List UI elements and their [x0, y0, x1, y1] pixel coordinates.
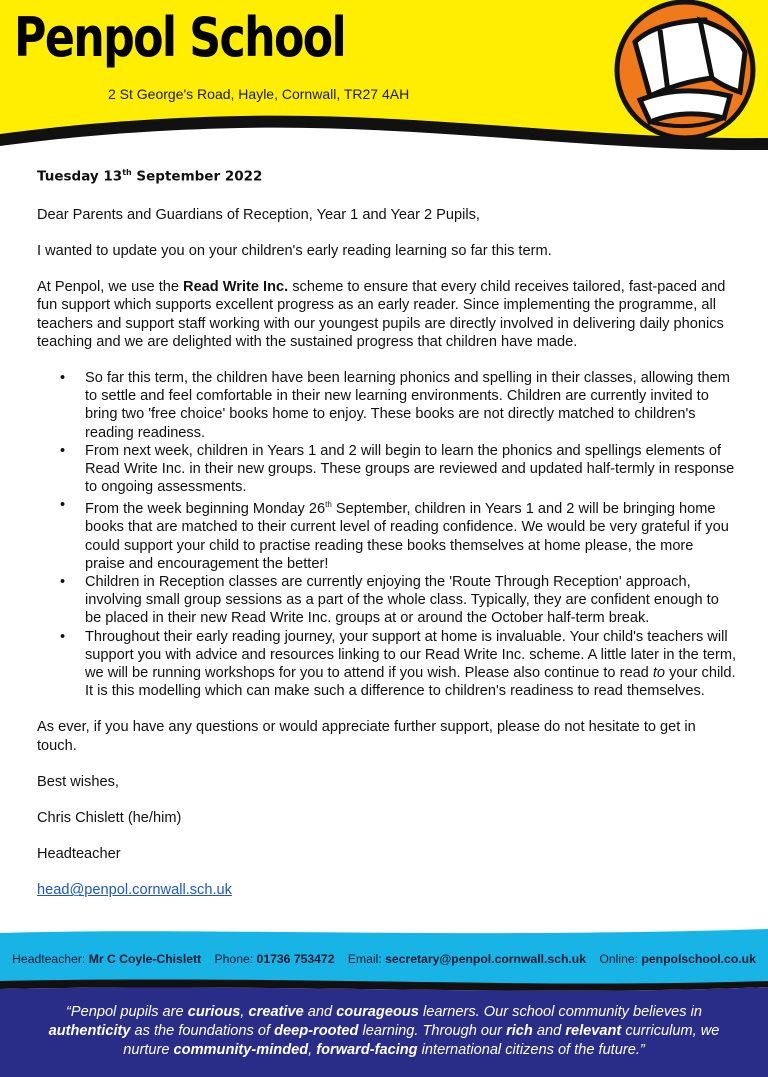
update-bullet-list: [37, 369, 737, 701]
school-address: 2 St George's Road, Hayle, Cornwall, TR27 4AH: [108, 86, 410, 102]
headteacher-name: Mr C Coyle-Chislett: [88, 952, 202, 966]
school-email: secretary@penpol.cornwall.sch.uk: [385, 952, 587, 966]
list-item: • So far this term, the children have been learning phonics and spelling in their classes, allowing them to settle and feel comfortable in their new learning environments. Children are currently invited to bring two 'free choice' books home to enjoy. These books are not directly matched to children's reading readiness.: [60, 369, 730, 441]
signature-block: [37, 809, 737, 900]
school-logo-emblem: [617, 2, 753, 138]
list-item: • Throughout their early reading journey, your support at home is invaluable. Your child's teachers will support you with advice and resources linking to our Read Write Inc. scheme. A little later in the term, we will be running workshops for you to attend if you wish. Please also continue to read to your child. It is this modelling which can make such a difference to children's readiness to read themselves.: [60, 628, 737, 700]
sign-off: Best wishes,: [37, 773, 119, 790]
letterhead-footer: [0, 925, 768, 1077]
school-ethos-quote: “Penpol pupils are curious, creative and courageous learners. Our school community believes in authenticity as the foundations of deep-rooted learning. Through our rich and relevant curriculum, we nurture community-minded, forward-facing international citizens of the future.”: [48, 1004, 720, 1058]
contact-bar: Headteacher: Mr C Coyle-Chislett Phone: 01736 753472 Email: secretary@penpol.cornwall.sch.uk Online: penpolschool.co.uk: [12, 952, 756, 966]
letter-body: [37, 164, 737, 918]
bullet-icon: •: [60, 497, 66, 514]
signer-title: Headteacher: [37, 846, 121, 863]
bullet-icon: •: [60, 628, 66, 645]
school-name-logo: Penpol School: [14, 6, 346, 69]
letterhead-header: [0, 0, 768, 150]
list-item: • From the week beginning Monday 26th September, children in Years 1 and 2 will be bringing home books that are matched to their current level of reading confidence. We would be very grateful if you could support your child to practise reading these books themselves at home please, the more praise and encouragement the better!: [60, 497, 729, 572]
scheme-paragraph: At Penpol, we use the Read Write Inc. scheme to ensure that every child receives tailored, fast-paced and fun support which supports excellent progress as an early reader. Since implementing the programme, all teachers and support staff working with our youngest pupils are directly involved in delivering daily phonics teaching and we are delighted with the sustained progress that children have made.: [37, 279, 726, 350]
closing-paragraph: As ever, if you have any questions or would appreciate further support, please do not hesitate to get in touch.: [37, 719, 696, 754]
bullet-icon: •: [60, 442, 66, 459]
list-item: • From next week, children in Years 1 and 2 will begin to learn the phonics and spellings elements of Read Write Inc. in their new groups. These groups are reviewed and updated half-termly in response to ongoing assessments.: [60, 442, 735, 496]
school-website: penpolschool.co.uk: [641, 952, 756, 966]
letter-date: Tuesday 13th September 2022: [37, 168, 263, 185]
signer-name: Chris Chislett (he/him): [37, 810, 182, 827]
greeting: Dear Parents and Guardians of Reception, Year 1 and Year 2 Pupils,: [37, 206, 480, 223]
bullet-icon: •: [60, 369, 66, 386]
bullet-icon: •: [60, 574, 66, 591]
signer-email-link[interactable]: head@penpol.cornwall.sch.uk: [37, 882, 232, 899]
school-phone: 01736 753472: [256, 952, 335, 966]
list-item: • Children in Reception classes are currently enjoying the 'Route Through Reception' approach, involving small group sessions as a part of the whole class. Typically, they are confident enough to be placed in their new Read Write Inc. groups at or around the October half-term break.: [60, 574, 719, 627]
intro-paragraph: I wanted to update you on your children's early reading learning so far this term.: [37, 242, 552, 259]
